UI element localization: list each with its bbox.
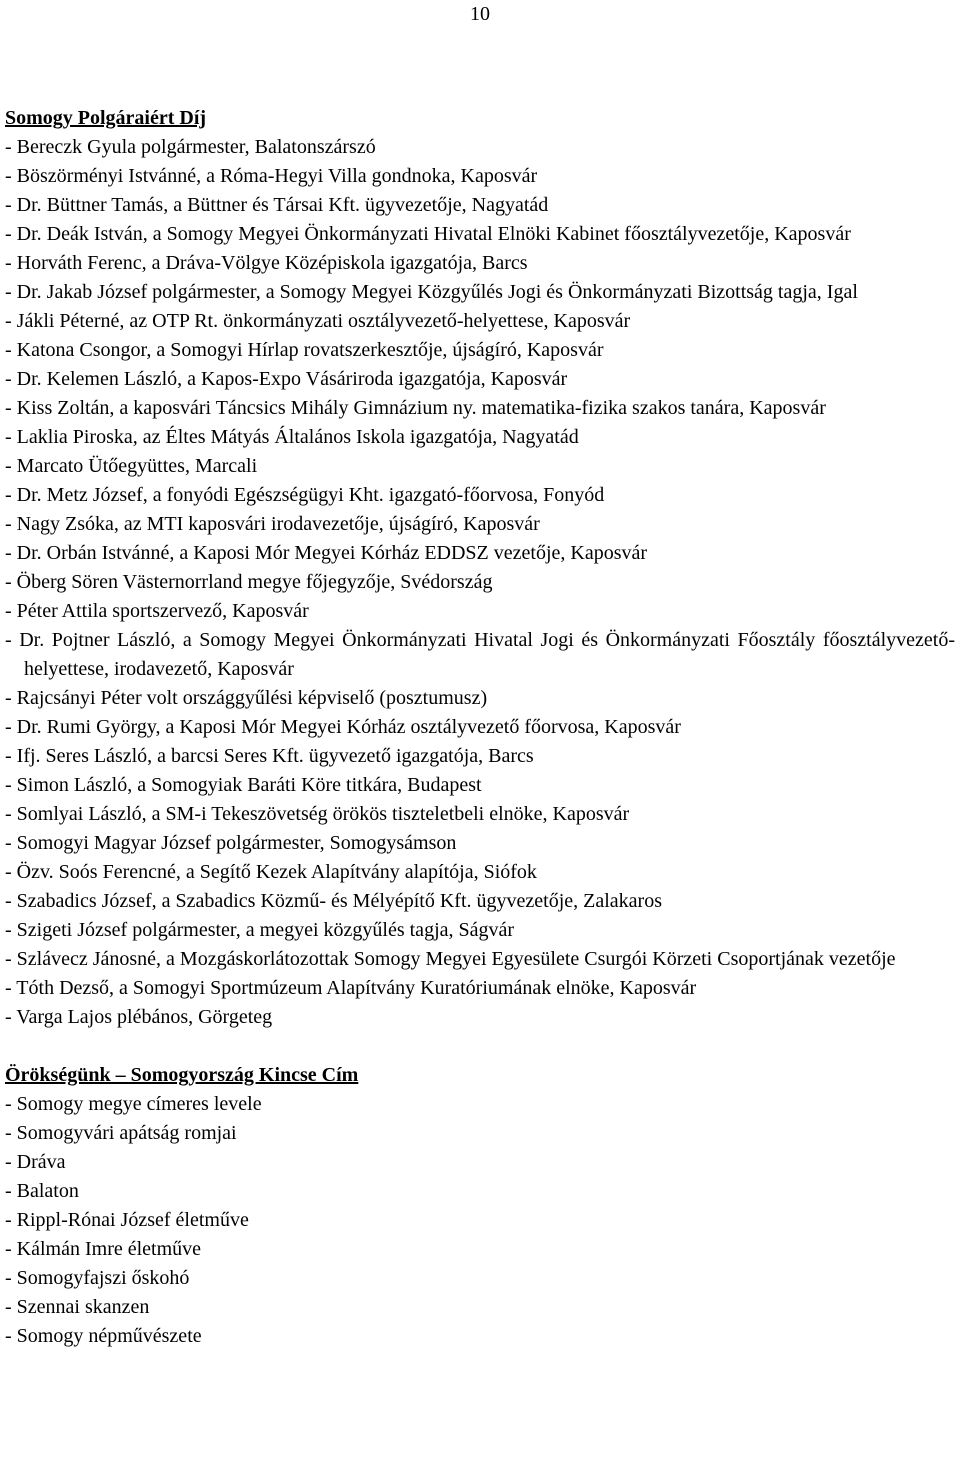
list-item: - Laklia Piroska, az Éltes Mátyás Általános Iskola igazgatója, Nagyatád <box>5 426 579 448</box>
section <box>5 1061 955 1351</box>
section-spacer <box>5 1032 955 1061</box>
award-list <box>5 1090 955 1351</box>
list-item: - Dr. Kelemen László, a Kapos-Expo Vásáriroda igazgatója, Kaposvár <box>5 368 568 390</box>
section <box>5 104 955 1032</box>
list-item: - Özv. Soós Ferencné, a Segítő Kezek Alapítvány alapítója, Siófok <box>5 861 537 883</box>
list-item: - Ifj. Seres László, a barcsi Seres Kft. ügyvezető igazgatója, Barcs <box>5 745 534 767</box>
list-item: - Szlávecz Jánosné, a Mozgáskorlátozottak Somogy Megyei Egyesülete Csurgói Körzeti Csoportjának vezetője <box>5 948 896 970</box>
list-item: - Somogy megye címeres levele <box>5 1093 262 1115</box>
list-item: - Rajcsányi Péter volt országgyűlési képviselő (posztumusz) <box>5 687 488 709</box>
list-item: - Dr. Büttner Tamás, a Büttner és Társai Kft. ügyvezetője, Nagyatád <box>5 194 549 216</box>
list-item: - Péter Attila sportszervező, Kaposvár <box>5 600 309 622</box>
list-item: - Szabadics József, a Szabadics Közmű- és Mélyépítő Kft. ügyvezetője, Zalakaros <box>5 890 662 912</box>
list-item: - Somlyai László, a SM-i Tekeszövetség örökös tiszteletbeli elnöke, Kaposvár <box>5 803 630 825</box>
list-item: - Jákli Péterné, az OTP Rt. önkormányzati osztályvezető-helyettese, Kaposvár <box>5 310 631 332</box>
list-item: - Katona Csongor, a Somogyi Hírlap rovatszerkesztője, újságíró, Kaposvár <box>5 339 604 361</box>
list-item: - Dr. Metz József, a fonyódi Egészségügyi Kht. igazgató-főorvosa, Fonyód <box>5 484 605 506</box>
section-title: Örökségünk – Somogyország Kincse Cím <box>5 1064 359 1086</box>
list-item: - Somogyi Magyar József polgármester, Somogysámson <box>5 832 457 854</box>
list-item: - Varga Lajos plébános, Görgeteg <box>5 1006 273 1028</box>
list-item: - Rippl-Rónai József életműve <box>5 1209 249 1231</box>
section-title: Somogy Polgáraiért Díj <box>5 107 207 129</box>
page-number: 10 <box>470 3 490 25</box>
list-item: - Dr. Rumi György, a Kaposi Mór Megyei Kórház osztályvezető főorvosa, Kaposvár <box>5 716 681 738</box>
list-item: - Böszörményi Istvánné, a Róma-Hegyi Villa gondnoka, Kaposvár <box>5 165 538 187</box>
list-item: - Dr. Jakab József polgármester, a Somogy Megyei Közgyűlés Jogi és Önkormányzati Bizottság tagja, Igal <box>5 281 858 303</box>
list-item: - Somogyvári apátság romjai <box>5 1122 237 1144</box>
list-item: - Kiss Zoltán, a kaposvári Táncsics Mihály Gimnázium ny. matematika-fizika szakos tanára, Kaposvár <box>5 397 826 419</box>
list-item: - Kálmán Imre életműve <box>5 1238 202 1260</box>
list-item: - Bereczk Gyula polgármester, Balatonszárszó <box>5 136 376 158</box>
list-item: - Horváth Ferenc, a Dráva-Völgye Középiskola igazgatója, Barcs <box>5 252 528 274</box>
list-item: - Tóth Dezső, a Somogyi Sportmúzeum Alapítvány Kuratóriumának elnöke, Kaposvár <box>5 977 697 999</box>
list-item: - Öberg Sören Västernorrland megye főjegyzője, Svédország <box>5 571 493 593</box>
document-body <box>5 104 955 1351</box>
list-item: - Nagy Zsóka, az MTI kaposvári irodavezetője, újságíró, Kaposvár <box>5 513 540 535</box>
list-item: - Somogy népművészete <box>5 1325 202 1347</box>
list-item: - Dr. Orbán Istvánné, a Kaposi Mór Megyei Kórház EDDSZ vezetője, Kaposvár <box>5 542 648 564</box>
list-item: - Marcato Ütőegyüttes, Marcali <box>5 455 258 477</box>
list-item: - Balaton <box>5 1180 79 1202</box>
list-item: - Szigeti József polgármester, a megyei közgyűlés tagja, Ságvár <box>5 919 515 941</box>
list-item: - Somogyfajszi őskohó <box>5 1267 190 1289</box>
list-item: - Dr. Deák István, a Somogy Megyei Önkormányzati Hivatal Elnöki Kabinet főosztályvezetője, Kaposvár <box>5 223 851 245</box>
award-list <box>5 133 955 1032</box>
list-item: - Simon László, a Somogyiak Baráti Köre titkára, Budapest <box>5 774 482 796</box>
list-item: - Dr. Pojtner László, a Somogy Megyei Önkormányzati Hivatal Jogi és Önkormányzati Főosztály főosztályvezető-helyettese, irodavezető, Kaposvár <box>5 629 955 680</box>
list-item: - Szennai skanzen <box>5 1296 150 1318</box>
list-item: - Dráva <box>5 1151 66 1173</box>
